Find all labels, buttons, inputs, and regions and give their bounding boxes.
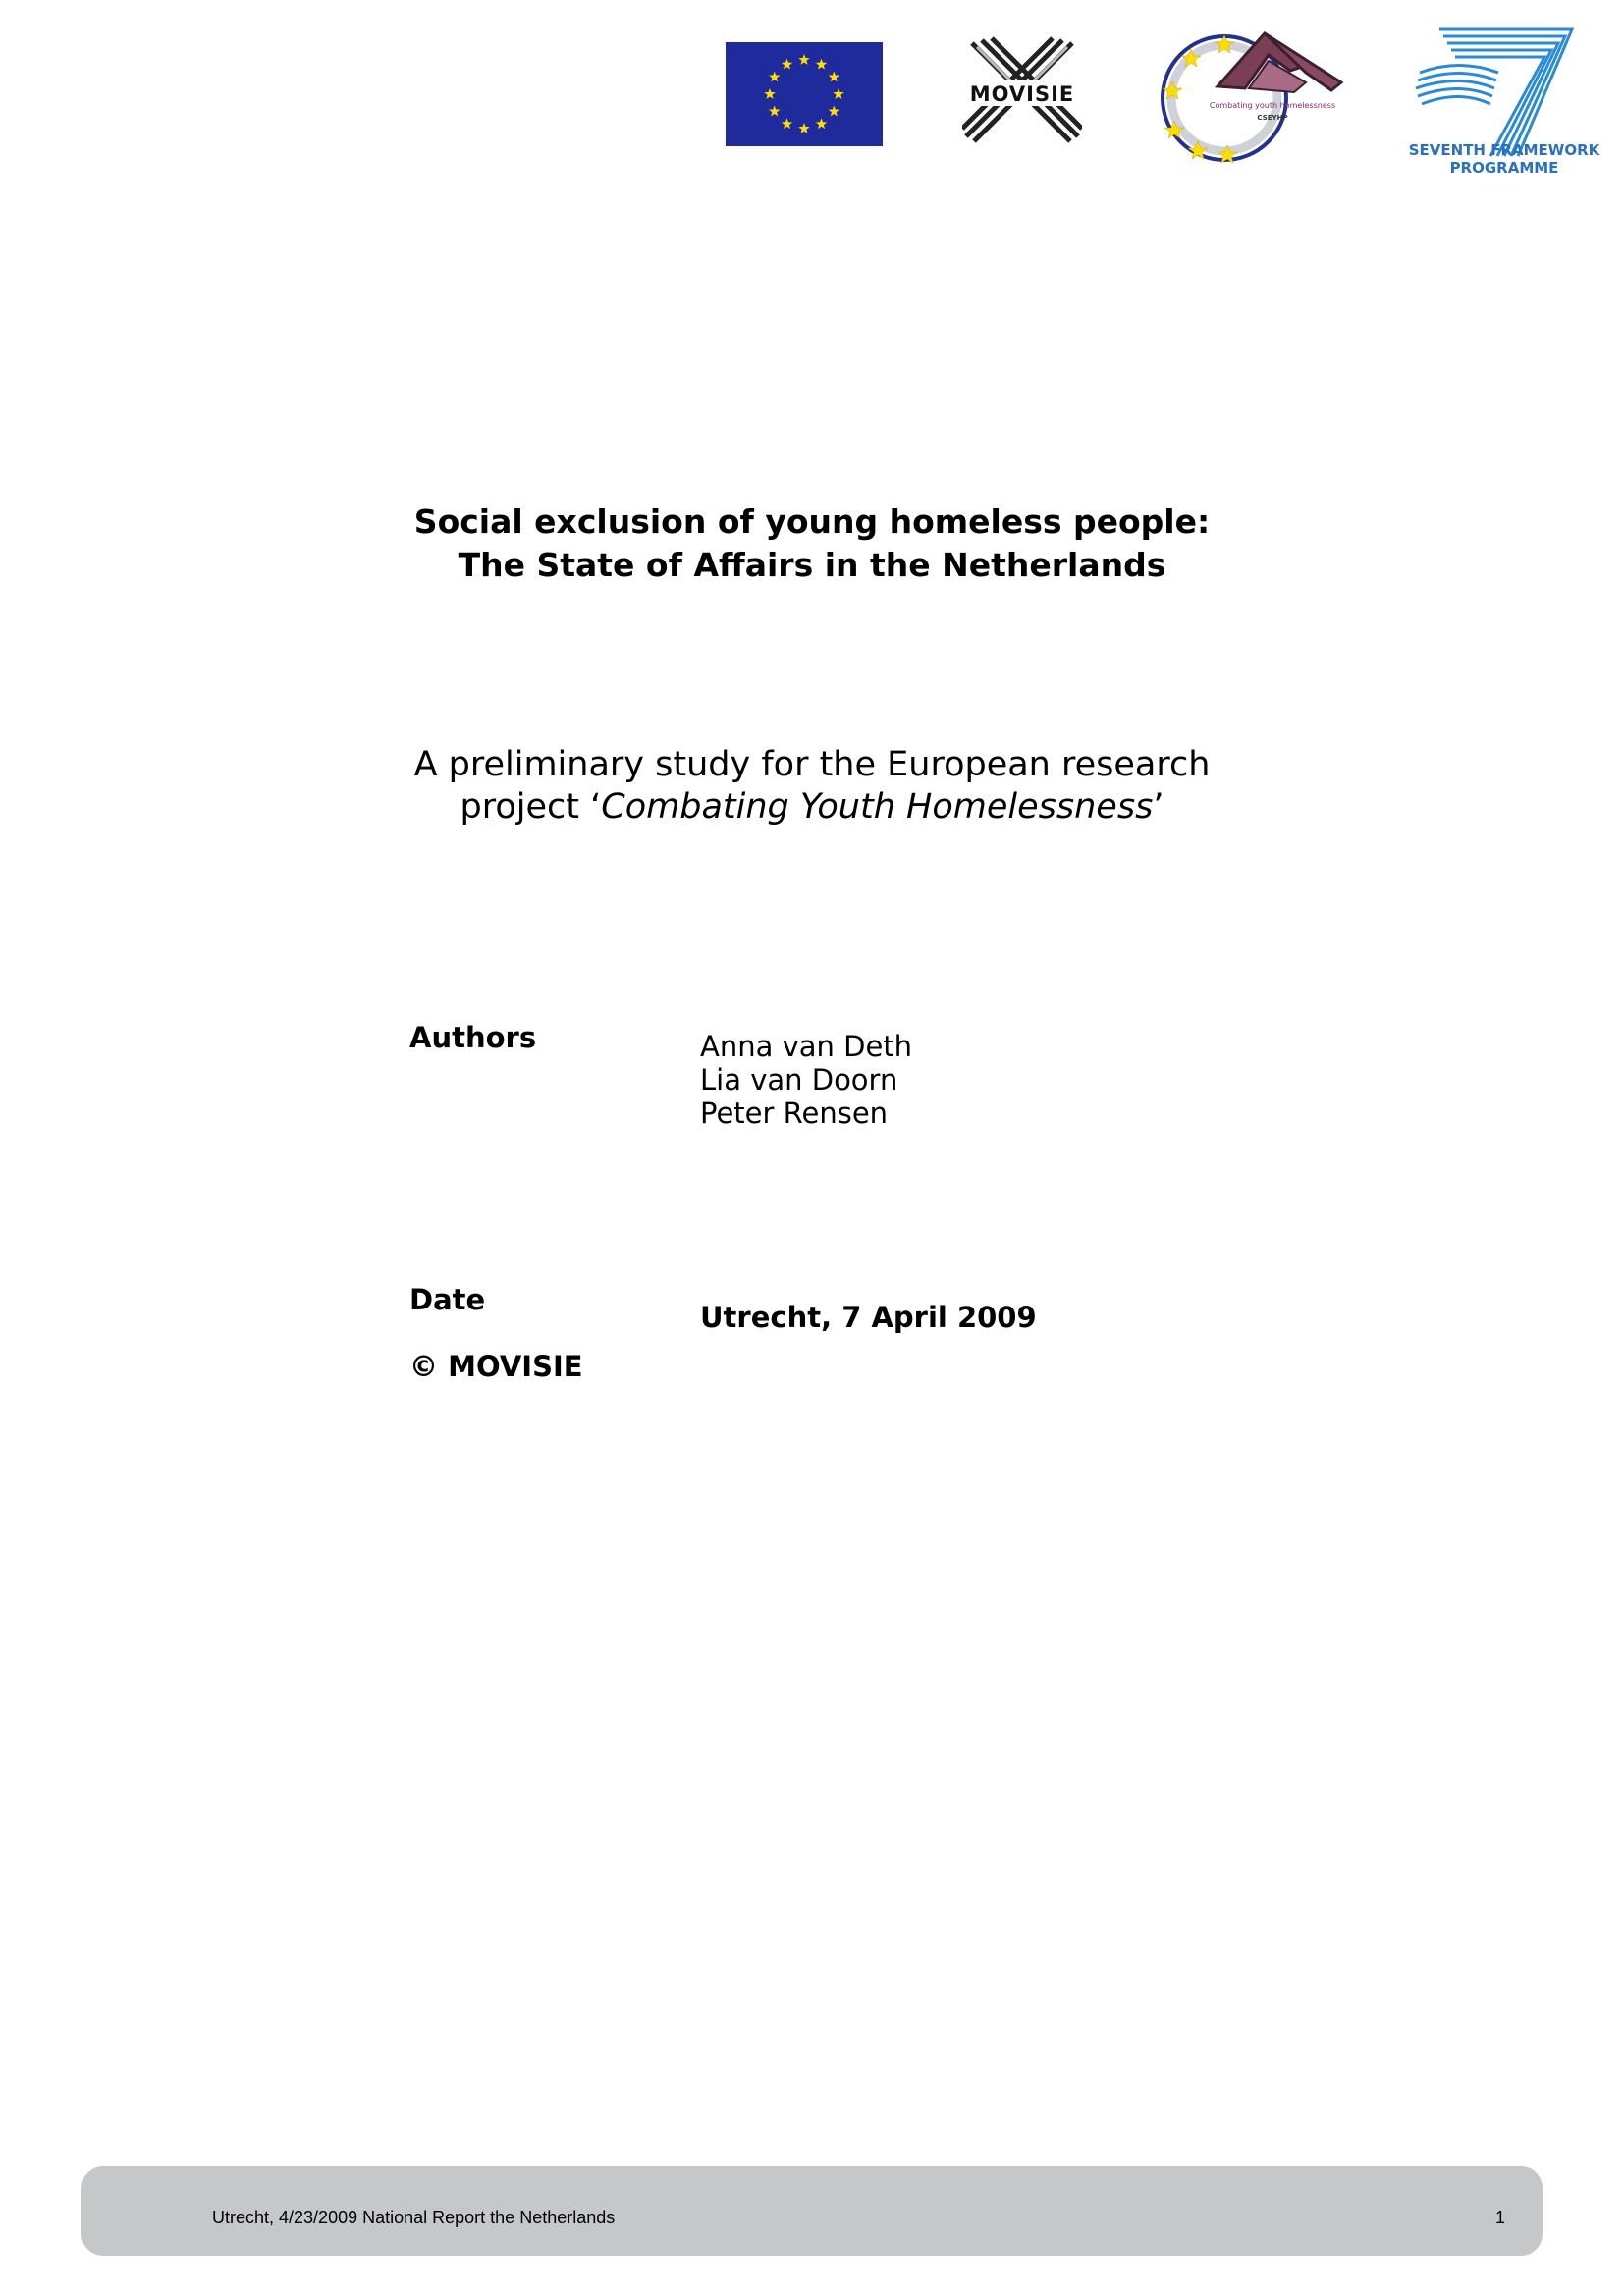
copyright-notice: © MOVISIE [409,1350,583,1383]
author-name: Lia van Doorn [700,1063,898,1096]
document-title [0,501,1624,587]
fp7-logo-line2: PROGRAMME [1449,159,1559,177]
page-number: 1 [1494,2208,1505,2227]
date-label: Date [409,1283,486,1316]
page-footer [81,2166,1543,2256]
authors-label: Authors [409,1021,537,1054]
movisie-logo-text: MOVISIE [969,82,1075,106]
cseyhp-logo-abbr: CSEYHP [1257,114,1288,122]
author-name: Anna van Deth [700,1030,913,1063]
document-subtitle-line1: A preliminary study for the European research [413,745,1211,784]
document-title-line1: Social exclusion of young homeless people: [413,503,1211,541]
document-title-line2: The State of Affairs in the Netherlands [458,546,1166,584]
date-value: Utrecht, 7 April 2009 [700,1301,1037,1334]
document-subtitle [0,744,1624,828]
cseyhp-logo-text: Combating youth homelessness [1209,101,1336,110]
cseyhp-logo [1159,27,1345,163]
author-name: Peter Rensen [700,1096,889,1130]
subtitle-prefix: project ‘ [460,787,602,827]
eu-flag-logo [726,42,883,146]
fp7-logo [1400,24,1611,181]
authors-list [700,1030,912,1130]
document-subtitle-line2 [0,786,1624,828]
subtitle-project-name: Combating Youth Homelessness [601,787,1154,827]
subtitle-suffix: ’ [1153,787,1164,827]
movisie-logo [962,35,1082,148]
fp7-logo-line1: SEVENTH FRAMEWORK [1408,141,1600,159]
footer-text: Utrecht, 4/23/2009 National Report the Netherlands [212,2208,616,2227]
